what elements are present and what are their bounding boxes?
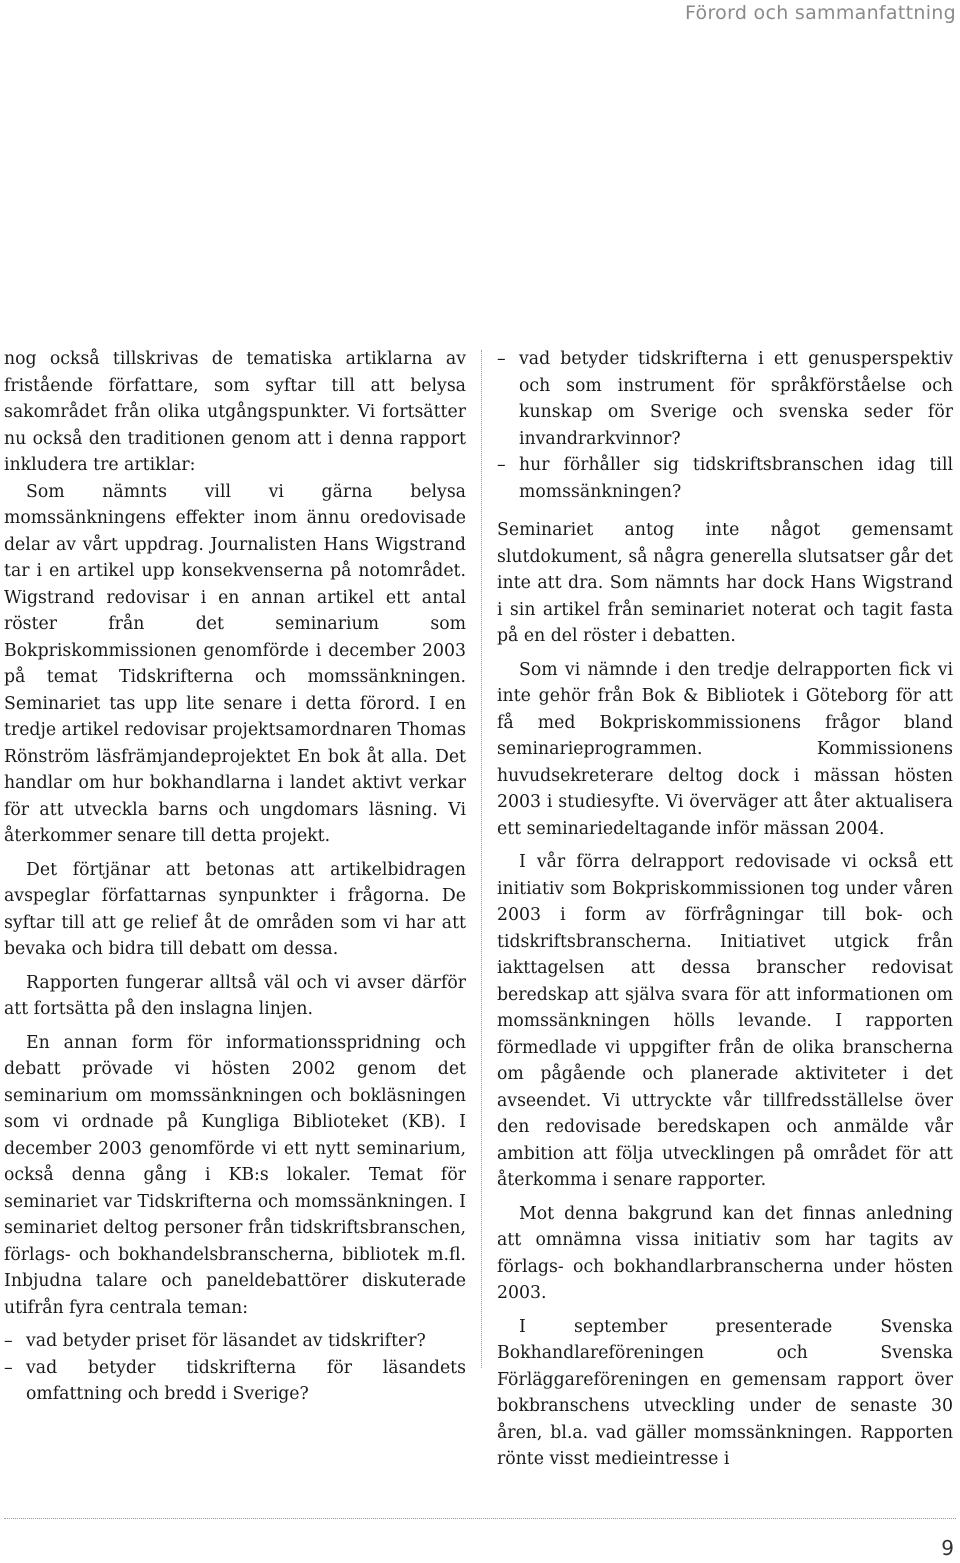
page-number: 9 bbox=[941, 1536, 954, 1560]
paragraph: En annan form för informationsspridning och debatt prövade vi hösten 2002 genom det seminarium om momssänkningen och bokläsningen som vi ordnade på Kungliga Biblioteket (KB). I december 2003 genomförde vi ett nytt seminarium, också denna gång i KB:s lokaler. Temat för seminariet var Tidskrifterna och momssänkningen. I seminariet deltog personer från tidskriftsbranschen, förlags- och bokhandelsbranscherna, bibliotek m.fl. Inbjudna talare och paneldebattörer diskuterade utifrån fyra centrala teman: bbox=[4, 1032, 466, 1318]
list-item: – vad betyder tidskrifterna i ett genusperspektiv och som instrument för språkförståelse och kunskap om Sverige och svenska seder för invandrarkvinnor? bbox=[497, 346, 953, 452]
left-column bbox=[4, 346, 466, 1408]
footer-divider bbox=[4, 1518, 956, 1519]
paragraph: nog också tillskrivas de tematiska artiklarna av fristående författare, som syftar till att belysa sakområdet från olika utgångspunkter. Vi fortsätter nu också den traditionen genom att i denna rapport inkludera tre artiklar: bbox=[4, 349, 466, 475]
paragraph: Seminariet antog inte något gemensamt slutdokument, så några generella slutsatser går det inte att dra. Som nämnts har dock Hans Wigstrand i sin artikel från seminariet noterat och tagit fasta på en del röster i debatten. bbox=[497, 520, 953, 646]
paragraph: I september presenterade Svenska Bokhandlareföreningen och Svenska Förläggareföreningen en gemensam rapport över bokbranschens utveckling under de senaste 30 åren, bl.a. vad gäller momssänkningen. Rapporten rönte visst medieintresse i bbox=[497, 1316, 953, 1469]
list-item: – vad betyder priset för läsandet av tidskrifter? bbox=[4, 1328, 466, 1355]
column-divider bbox=[481, 350, 482, 1368]
paragraph: Som vi nämnde i den tredje delrapporten fick vi inte gehör från Bok & Bibliotek i Göteborg för att få med Bokpriskommissionens frågor bland seminarieprogrammen. Kommissionens huvudsekreterare deltog dock i mässan hösten 2003 i studiesyfte. Vi överväger att åter aktualisera ett seminariedeltagande inför mässan 2004. bbox=[497, 659, 953, 839]
list-item: – vad betyder tidskrifterna för läsandets omfattning och bredd i Sverige? bbox=[4, 1355, 466, 1408]
paragraph: Som nämnts vill vi gärna belysa momssänkningens effekter inom ännu oredovisade delar av vårt uppdrag. Journalisten Hans Wigstrand tar i en artikel upp konsekvenserna på notområdet. Wigstrand redovisar i en annan artikel ett antal röster från det seminarium som Bokpriskommissionen genomförde i december 2003 på temat Tidskrifterna och momssänkningen. Seminariet tas upp lite senare i detta förord. I en tredje artikel redovisar projektsamordnaren Thomas Rönström läsfrämjandeprojektet En bok åt alla. Det handlar om hur bokhandlarna i landet aktivt verkar för att utveckla barns och ungdomars läsning. Vi återkommer senare till detta projekt. bbox=[4, 481, 466, 846]
right-column bbox=[497, 346, 953, 1473]
paragraph: Det förtjänar att betonas att artikelbidragen avspeglar författarnas synpunkter i frågorna. De syftar till att ge relief åt de områden som vi har att bevaka och bidra till debatt om dessa. bbox=[4, 859, 466, 959]
theme-list bbox=[4, 1328, 466, 1408]
list-item: – hur förhåller sig tidskriftsbranschen idag till momssänkningen? bbox=[497, 452, 953, 505]
paragraph: Rapporten fungerar alltså väl och vi avser därför att fortsätta på den inslagna linjen. bbox=[4, 972, 466, 1019]
paragraph: I vår förra delrapport redovisade vi också ett initiativ som Bokpriskommissionen tog under våren 2003 i form av förfrågningar till bok- och tidskriftsbranscherna. Initiativet utgick från iakttagelsen att dessa branscher redovisat beredskap att själva svara för att informationen om momssänkningen hölls levande. I rapporten förmedlade vi uppgifter från de olika branscherna om pågående och planerade aktiviteter i det avseendet. Vi uttryckte vår tillfredsställelse över den redovisade beredskapen och anmälde vår ambition att följa utvecklingen på området för att återkomma i senare rapporter. bbox=[497, 852, 953, 1190]
paragraph: Mot denna bakgrund kan det finnas anledning att omnämna vissa initiativ som har tagits av förlags- och bokhandlarbranscherna under hösten 2003. bbox=[497, 1203, 953, 1303]
running-head: Förord och sammanfattning bbox=[684, 2, 956, 24]
theme-list-continued bbox=[497, 346, 953, 505]
